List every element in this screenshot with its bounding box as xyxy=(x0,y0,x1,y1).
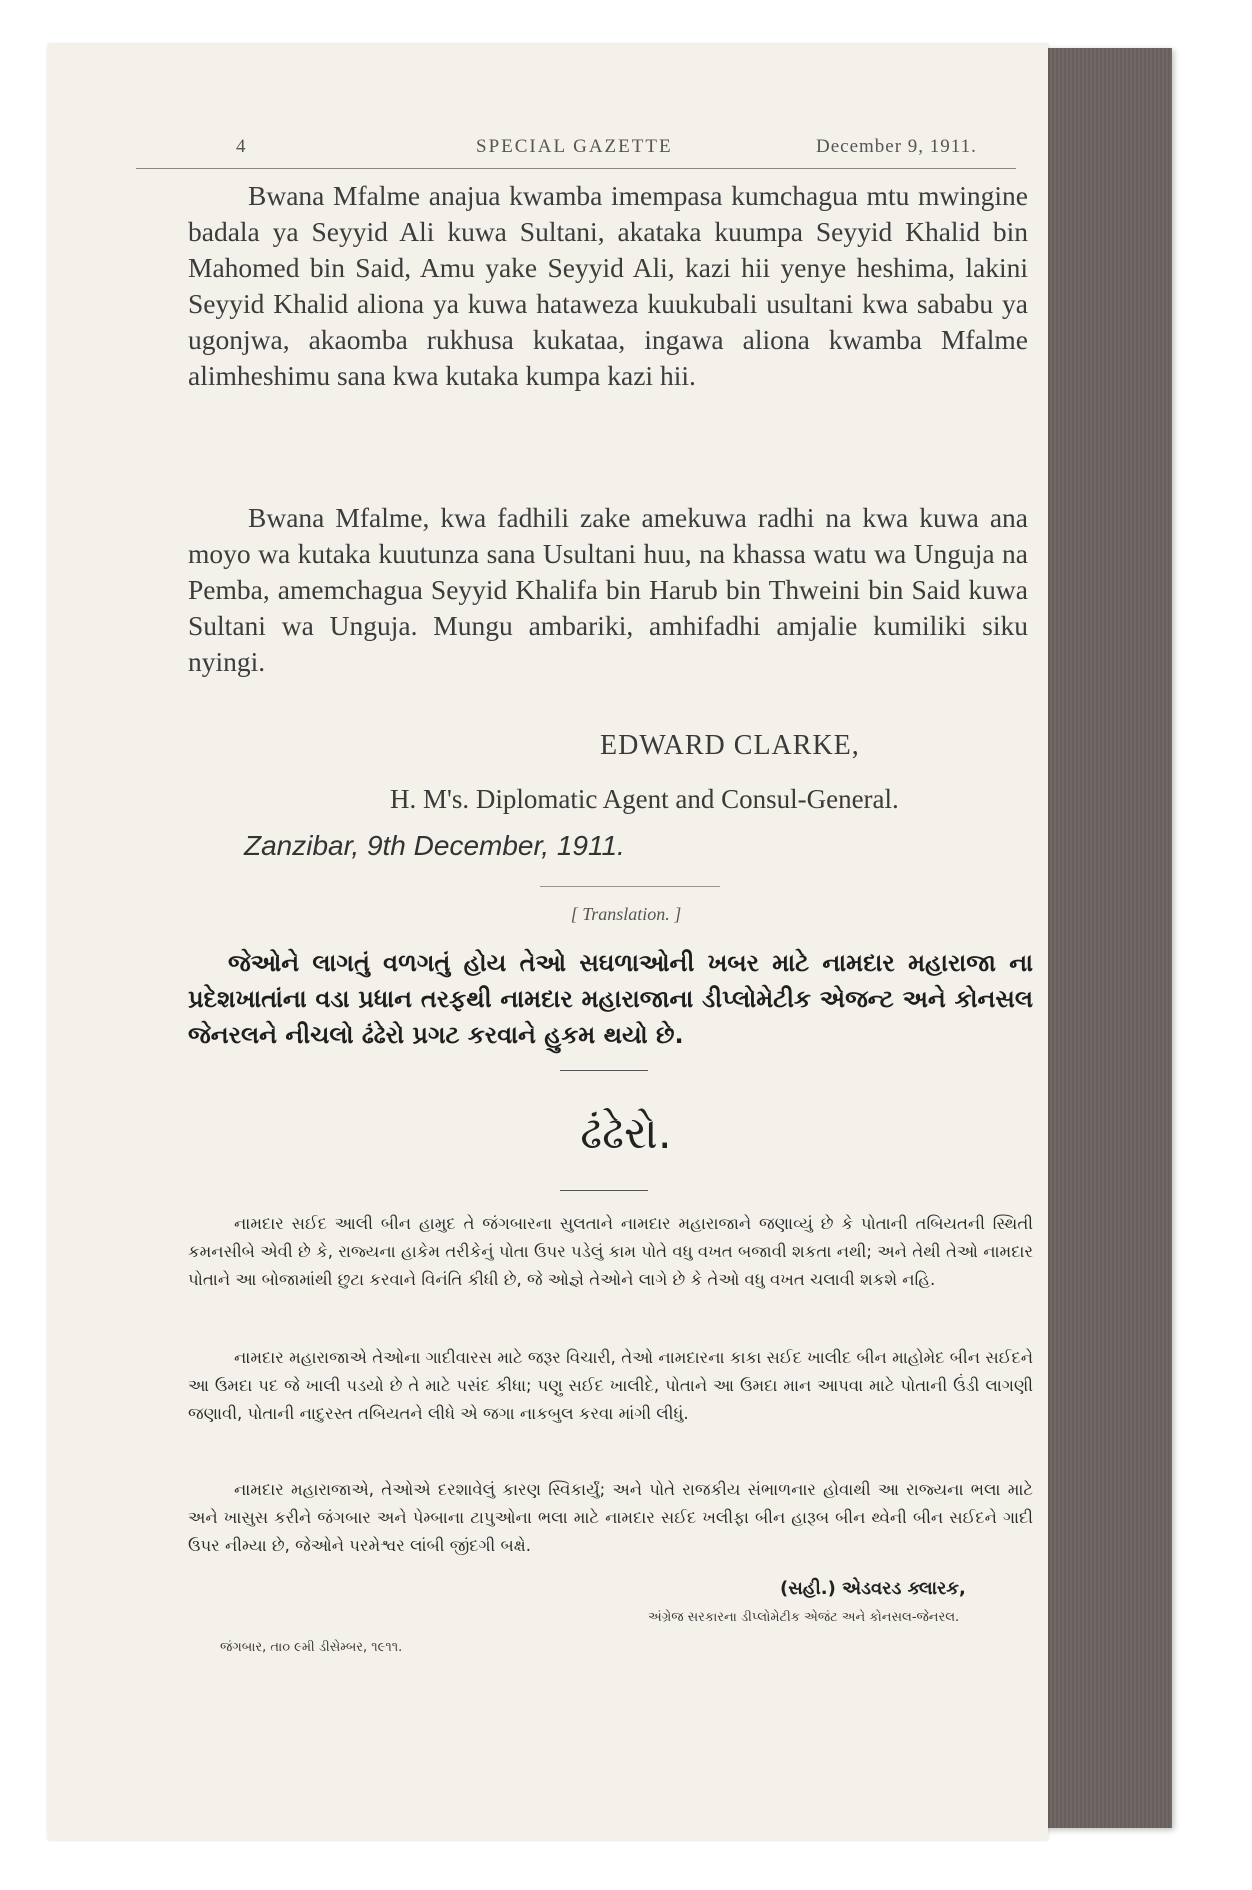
divider-rule xyxy=(560,1190,648,1191)
signer-title: H. M's. Diplomatic Agent and Consul-General. xyxy=(390,784,899,814)
gujarati-intro: જેઓને લાગતું વળગતું હોય તેઓ સઘળાઓની ખબર માટે નામદાર મહારાજા ના પ્રદેશખાતાંના વડા પ્રધાન તરફથી નામદાર મહારાજાના ડીપ્લોમેટીક એજન્ટ અને કોનસલ જેનરલને નીચલો ઢંઢેરો પ્રગટ કરવાને હુકમ થયો છે. xyxy=(188,949,1033,1049)
gujarati-signer-title: અંગ્રેજ સરકારના ડીપ્લોમેટીક એજંટ અને કોનસલ-જેનરલ. xyxy=(648,1610,960,1625)
gujarati-paragraph-1: નામદાર સઈદ આલી બીન હામુદ તે જંગબારના સુલતાને નામદાર મહારાજાને જણાવ્યું છે કે પોતાની તબિયતની સ્થિતી કમનસીબે એવી છે કે, રાજ્યના હાકેમ તરીકેનું પોતા ઉપર પડેલું કામ પોતે વધુ વખત બજાવી શકતા નથી; અને તેથી તેઓ નામદાર પોતાને આ બોજામાંથી છુટા કરવાને વિનંતિ કીધી છે, જે ઓજ્ઞે તેઓને લાગે છે કે તેઓ વધુ વખત ચલાવી શકશે નહિ. xyxy=(188,1214,1033,1289)
translation-label: [ Translation. ] xyxy=(570,904,682,924)
swahili-paragraph-2: Bwana Mfalme, kwa fadhili zake amekuwa radhi na kwa kuwa ana moyo wa kutaka kuutunza sana Usultani huu, na khassa watu wa Unguja na Pemba, amemchagua Seyyid Khalifa bin Harub bin Thweini bin Said kuwa Sultani wa Unguja. Mungu ambariki, amhifadhi amjalie kumiliki siku nyingi. xyxy=(188,502,1028,677)
gujarati-paragraph-3: નામદાર મહારાજાએ, તેઓએ દરશાવેલું કારણ સ્વિકાર્યું; અને પોતે રાજકીય સંભાળનાર હોવાથી આ રાજ્યના ભલા માટે અને ખાસુસ કરીને જંગબાર અને પેમ્બાના ટાપુઓના ભલા માટે નામદાર સઈદ ખલીફા બીન હારૂબ બીન થ્વેની બીન સઈદને ગાદી ઉપર નીમ્યા છે, જેઓને પરમેશ્વર લાંબી જીંદગી બક્ષે. xyxy=(188,1480,1033,1555)
proclamation-heading: ઢંઢેરો. xyxy=(580,1108,672,1159)
gujarati-place-date: જંગબાર, તા૦ ૯મી ડીસેમ્બર, ૧૯૧૧. xyxy=(220,1640,403,1655)
gujarati-paragraph-2: નામદાર મહારાજાએ તેઓના ગાદીવારસ માટે જરૂર વિચારી, તેઓ નામદારના કાકા સઈદ ખાલીદ બીન માહોમેદ બીન સઈદને આ ઉમદા પદ જે ખાલી પડયો છે તે માટે પસંદ કીધા; પણુ સઈદ ખાલીદે, પોતાને આ ઉમદા માન આપવા માટે પોતાની ઉંડી લાગણી જણાવી, પોતાની નાદુરસ્ત તબિયતને લીધે એ જગા નાકબુલ કરવા માંગી લીધું. xyxy=(188,1348,1033,1423)
signer-name: EDWARD CLARKE, xyxy=(600,730,860,761)
gujarati-signer-name: (સહી.) એડવરડ ક્લારક, xyxy=(780,1578,966,1599)
page-header xyxy=(136,128,1016,169)
divider-rule xyxy=(540,886,720,887)
divider-rule xyxy=(560,1070,648,1071)
page-number: 4 xyxy=(236,136,247,157)
gazette-date: December 9, 1911. xyxy=(816,136,977,157)
place-date: Zanzibar, 9th December, 1911. xyxy=(244,830,625,861)
gazette-title: SPECIAL GAZETTE xyxy=(476,136,673,157)
grey-backing-board xyxy=(1038,48,1172,1828)
swahili-paragraph-1: Bwana Mfalme anajua kwamba imempasa kumchagua mtu mwingine badala ya Seyyid Ali kuwa Sultani, akataka kuumpa Seyyid Khalid bin Mahomed bin Said, Amu yake Seyyid Ali, kazi hii yenye heshima, lakini Seyyid Khalid aliona ya kuwa hataweza kuukubali usultani kwa sababu ya ugonjwa, akaomba rukhusa kukataa, ingawa aliona kwamba Mfalme alimheshimu sana kwa kutaka kumpa kazi hii. xyxy=(188,180,1028,391)
